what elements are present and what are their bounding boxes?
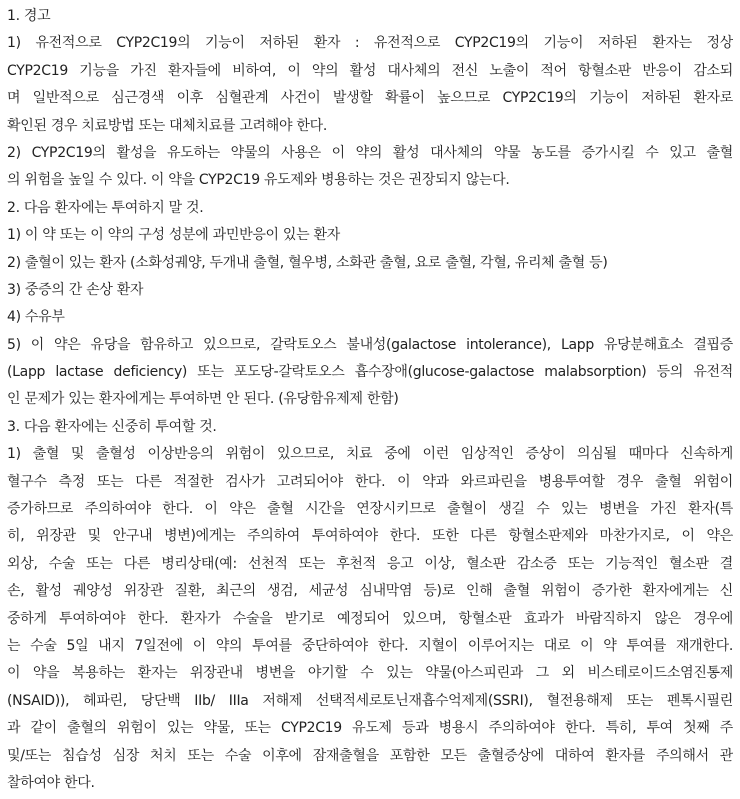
section-heading-precautions: 3. 다음 환자에는 신중히 투여할 것.: [7, 418, 217, 435]
text-line: CYP2C19 기능을 가진 환자들에 비하여, 이 약의 활성 대사체의 전신 노출이 적어 항혈소판 반응이 감소되: [7, 62, 733, 79]
text-line: 확인된 경우 치료방법 또는 대체치료를 고려해야 한다.: [7, 117, 327, 134]
text-line: 의 위험을 높일 수 있다. 이 약을 CYP2C19 유도제와 병용하는 것은 권장되지 않는다.: [7, 172, 510, 189]
text-line: 4) 수유부: [7, 309, 65, 326]
text-line: 및/또는 침습성 심장 처치 또는 수술 이후에 잠재출혈을 포함한 모든 출혈증상에 대하여 환자를 주의해서 관: [7, 747, 733, 764]
text-line: 1) 출혈 및 출혈성 이상반응의 위험이 있으므로, 치료 중에 이런 임상적인 증상이 의심될 때마다 신속하게: [7, 446, 733, 463]
text-line: 증가하므로 주의하여야 한다. 이 약은 출혈 시간을 연장시키므로 출혈이 생길 수 있는 병변을 가진 환자(특: [7, 501, 733, 518]
text-line: 1) 이 약 또는 이 약의 구성 성분에 과민반응이 있는 환자: [7, 227, 340, 244]
text-line: 손, 활성 궤양성 위장관 질환, 최근의 생검, 세균성 심내막염 등)로 인해 출혈 위험이 증가한 환자에게는 신: [7, 583, 733, 600]
text-line: (NSAID)), 헤파린, 당단백 IIb/ IIIa 저해제 선택적세로토닌재흡수억제제(SSRI), 혈전용해제 또는 펜톡시필린: [7, 692, 733, 709]
document-body: [7, 3, 733, 797]
text-line: 외상, 수술 또는 다른 병리상태(예: 선천적 또는 후천적 응고 이상, 혈소판 감소증 또는 기능적인 혈소판 결: [7, 555, 733, 572]
text-line: 히, 위장관 및 안구내 병변)에게는 주의하여 투여하여야 한다. 또한 다른 항혈소판제와 마찬가지로, 이 약은: [7, 528, 733, 545]
text-line: 3) 중증의 간 손상 환자: [7, 281, 144, 298]
text-line: (Lapp lactase deficiency) 또는 포도당-갈락토오스 흡수장애(glucose-galactose malabsorption) 등의 유전적: [7, 364, 733, 381]
section-heading-warning: 1. 경고: [7, 8, 51, 24]
text-line: 며 일반적으로 심근경색 이후 심혈관계 사건이 발생할 확률이 높으므로 CYP2C19의 기능이 저하된 환자로: [7, 90, 733, 107]
text-line: 는 수술 5일 내지 7일전에 이 약의 투여를 중단하여야 한다. 지혈이 이루어지는 대로 이 약 투여를 재개한다.: [7, 637, 733, 654]
section-heading-contraindications: 2. 다음 환자에는 투여하지 말 것.: [7, 199, 204, 216]
text-line: 5) 이 약은 유당을 함유하고 있으므로, 갈락토오스 불내성(galactose intolerance), Lapp 유당분해효소 결핍증: [7, 336, 733, 353]
text-line: 이 약을 복용하는 환자는 위장관내 병변을 야기할 수 있는 약물(아스피린과 그 외 비스테로이드소염진통제: [7, 665, 733, 682]
text-line: 2) CYP2C19의 활성을 유도하는 약물의 사용은 이 약의 활성 대사체의 약물 농도를 증가시킬 수 있고 출혈: [7, 144, 733, 161]
text-line: 1) 유전적으로 CYP2C19의 기능이 저하된 환자 : 유전적으로 CYP2C19의 기능이 저하된 환자는 정상: [7, 35, 733, 52]
text-line: 2) 출혈이 있는 환자 (소화성궤양, 두개내 출혈, 혈우병, 소화관 출혈, 요로 출혈, 각혈, 유리체 출혈 등): [7, 254, 608, 271]
text-line: 과 같이 출혈의 위험이 있는 약물, 또는 CYP2C19 유도제 등과 병용시 주의하여야 한다. 특히, 투여 첫째 주: [7, 720, 733, 737]
text-line: 찰하여야 한다.: [7, 774, 95, 791]
text-line: 인 문제가 있는 환자에게는 투여하면 안 된다. (유당함유제제 한함): [7, 391, 399, 408]
text-line: 혈구수 측정 또는 다른 적절한 검사가 고려되어야 한다. 이 약과 와르파린을 병용투여할 경우 출혈 위험이: [7, 473, 733, 490]
text-line: 중하게 투여하여야 한다. 환자가 수술을 받기로 예정되어 있으며, 항혈소판 효과가 바람직하지 않은 경우에: [7, 610, 733, 627]
